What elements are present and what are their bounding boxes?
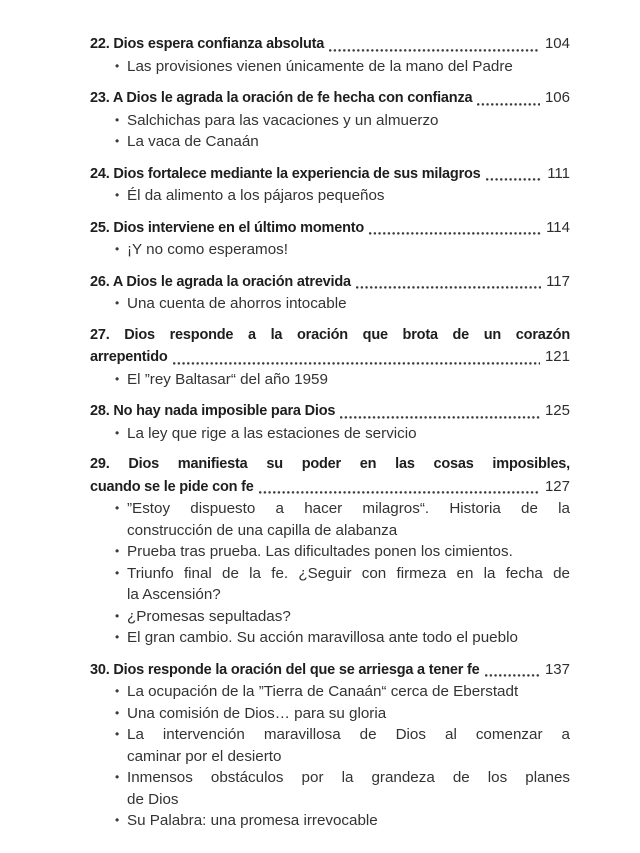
dot-leader: [340, 415, 540, 419]
toc-sub-item: [90, 369, 570, 391]
toc-entry: [90, 400, 570, 444]
sub-item-line: Inmensos obstáculos por la grandeza de los planes: [127, 769, 570, 786]
dot-leader: [369, 231, 541, 235]
sub-item-text: [127, 724, 570, 767]
toc-sub-item: [90, 810, 570, 832]
toc-sub-item: [90, 627, 570, 649]
toc-sub-item: [90, 724, 570, 767]
sub-item-text: [127, 293, 570, 315]
sub-item-text: [127, 369, 570, 391]
entry-title-last-line: [90, 217, 570, 240]
bullet-icon: •: [115, 371, 120, 386]
sub-item-text: [127, 56, 570, 78]
entry-title: 23. A Dios le agrada la oración de fe hecha con confianza: [90, 90, 473, 106]
bullet-icon: •: [115, 134, 120, 148]
toc: [90, 33, 570, 832]
sub-item-line: Triunfo final de la fe. ¿Seguir con firmeza en la fecha de: [127, 564, 570, 582]
entry-heading: [90, 33, 570, 56]
sub-item-line: ¿Promesas sepultadas?: [127, 607, 291, 625]
entry-heading: [90, 659, 570, 682]
entry-title-last-line: [90, 33, 570, 56]
entry-heading: [90, 87, 570, 110]
entry-title: 22. Dios espera confianza absoluta: [90, 36, 325, 52]
entry-page-number: 104: [544, 35, 570, 52]
entry-heading: [90, 454, 570, 498]
toc-sub-item: [90, 423, 570, 445]
sub-item-line: La intervención maravillosa de Dios al comenzar a: [127, 726, 570, 743]
sub-item-line: ”Estoy dispuesto a hacer milagros“. Historia de la: [127, 500, 570, 517]
entry-title: 28. No hay nada imposible para Dios: [90, 403, 336, 419]
entry-title-last-line: [90, 659, 570, 682]
bullet-icon: •: [115, 684, 120, 698]
toc-entry: [90, 87, 570, 153]
toc-entry: [90, 33, 570, 77]
toc-entry: [90, 659, 570, 832]
entry-page-number: 127: [544, 477, 570, 495]
entry-title-last-line: [90, 400, 570, 423]
toc-sub-item: [90, 498, 570, 541]
sub-item-line: caminar por el desierto: [127, 747, 282, 765]
dot-leader: [329, 48, 540, 52]
toc-sub-item: [90, 293, 570, 315]
toc-entry: [90, 217, 570, 261]
entry-title: 30. Dios responde la oración del que se arriesga a tener fe: [90, 661, 480, 678]
bullet-icon: •: [115, 608, 120, 623]
toc-sub-item: [90, 110, 570, 132]
bullet-icon: •: [115, 188, 120, 202]
entry-title: 25. Dios interviene en el último momento: [90, 219, 365, 236]
entry-page-number: 137: [544, 660, 570, 678]
bullet-icon: •: [115, 565, 120, 580]
dot-leader: [356, 285, 541, 289]
bullet-icon: •: [115, 727, 120, 741]
bullet-icon: •: [115, 544, 120, 558]
entry-title-last-line: [90, 476, 570, 499]
toc-sub-item: [90, 185, 570, 207]
toc-sub-item: [90, 563, 570, 606]
sub-item-line: La ley que rige a las estaciones de servicio: [127, 424, 417, 442]
dot-leader: [173, 361, 540, 365]
sub-item-line: Prueba tras prueba. Las dificultades ponen los cimientos.: [127, 543, 513, 560]
entry-page-number: 114: [546, 218, 570, 236]
toc-sub-item: [90, 767, 570, 810]
sub-item-text: [127, 563, 570, 606]
entry-title: 26. A Dios le agrada la oración atrevida: [90, 273, 351, 290]
sub-item-line: El gran cambio. Su acción maravillosa ante todo el pueblo: [127, 629, 518, 646]
sub-item-text: [127, 498, 570, 541]
sub-item-line: Él da alimento a los pájaros pequeños: [127, 187, 385, 204]
entry-heading: [90, 325, 570, 369]
bullet-icon: •: [115, 112, 120, 127]
entry-page-number: 121: [544, 348, 570, 365]
toc-entry: [90, 271, 570, 315]
sub-item-line: Las provisiones vienen únicamente de la mano del Padre: [127, 57, 513, 75]
toc-sub-item: [90, 703, 570, 725]
sub-item-text: [127, 110, 570, 132]
bullet-icon: •: [115, 630, 120, 644]
entry-title: cuando se le pide con fe: [90, 478, 254, 495]
entry-title-last-line: [90, 346, 570, 369]
entry-title-line: 29. Dios manifiesta su poder en las cosas imposibles,: [90, 456, 570, 472]
entry-heading: [90, 163, 570, 186]
bullet-icon: •: [115, 425, 120, 440]
dot-leader: [486, 177, 543, 181]
toc-sub-item: [90, 541, 570, 563]
toc-sub-item: [90, 606, 570, 628]
toc-sub-item: [90, 239, 570, 261]
toc-sub-item: [90, 56, 570, 78]
entry-heading: [90, 271, 570, 294]
sub-item-line: La ocupación de la ”Tierra de Canaán“ cerca de Eberstadt: [127, 683, 519, 700]
dot-leader: [259, 490, 540, 494]
entry-title-last-line: [90, 163, 570, 186]
sub-item-text: [127, 239, 570, 261]
bullet-icon: •: [115, 813, 120, 827]
entry-page-number: 117: [546, 272, 570, 290]
sub-item-text: [127, 767, 570, 810]
sub-item-text: [127, 606, 570, 628]
bullet-icon: •: [115, 705, 120, 720]
toc-entry: [90, 163, 570, 207]
entry-title-last-line: [90, 87, 570, 110]
sub-item-text: [127, 185, 570, 207]
bullet-icon: •: [115, 296, 120, 310]
entry-title-last-line: [90, 271, 570, 294]
sub-item-line: Una comisión de Dios… para su gloria: [127, 704, 387, 722]
entry-title: 24. Dios fortalece mediante la experiencia de sus milagros: [90, 165, 481, 182]
sub-item-text: [127, 810, 570, 832]
entry-page-number: 106: [544, 89, 570, 106]
sub-item-line: Su Palabra: una promesa irrevocable: [127, 812, 378, 829]
dot-leader: [477, 102, 540, 106]
toc-entry: [90, 325, 570, 391]
sub-item-line: construcción de una capilla de alabanza: [127, 521, 398, 539]
sub-item-text: [127, 131, 570, 153]
entry-heading: [90, 217, 570, 240]
sub-item-line: La vaca de Canaán: [127, 133, 259, 150]
dot-leader: [485, 673, 540, 677]
entry-page-number: 125: [544, 402, 570, 419]
toc-sub-item: [90, 131, 570, 153]
bullet-icon: •: [115, 242, 120, 256]
sub-item-line: la Ascensión?: [127, 586, 221, 603]
sub-item-line: El ”rey Baltasar“ del año 1959: [127, 370, 328, 388]
sub-item-line: Salchichas para las vacaciones y un almuerzo: [127, 111, 439, 129]
entry-title: arrepentido: [90, 349, 168, 365]
sub-item-line: ¡Y no como esperamos!: [127, 241, 288, 258]
sub-item-text: [127, 627, 570, 649]
sub-item-text: [127, 541, 570, 563]
entry-heading: [90, 400, 570, 423]
entry-page-number: 111: [547, 164, 570, 182]
toc-entry: [90, 454, 570, 649]
sub-item-text: [127, 423, 570, 445]
entry-title-line: 27. Dios responde a la oración que brota de un corazón: [90, 326, 570, 343]
bullet-icon: •: [115, 58, 120, 73]
bullet-icon: •: [115, 770, 120, 784]
bullet-icon: •: [115, 501, 120, 515]
toc-sub-item: [90, 681, 570, 703]
sub-item-text: [127, 703, 570, 725]
sub-item-line: Una cuenta de ahorros intocable: [127, 295, 347, 312]
sub-item-text: [127, 681, 570, 703]
sub-item-line: de Dios: [127, 790, 179, 808]
